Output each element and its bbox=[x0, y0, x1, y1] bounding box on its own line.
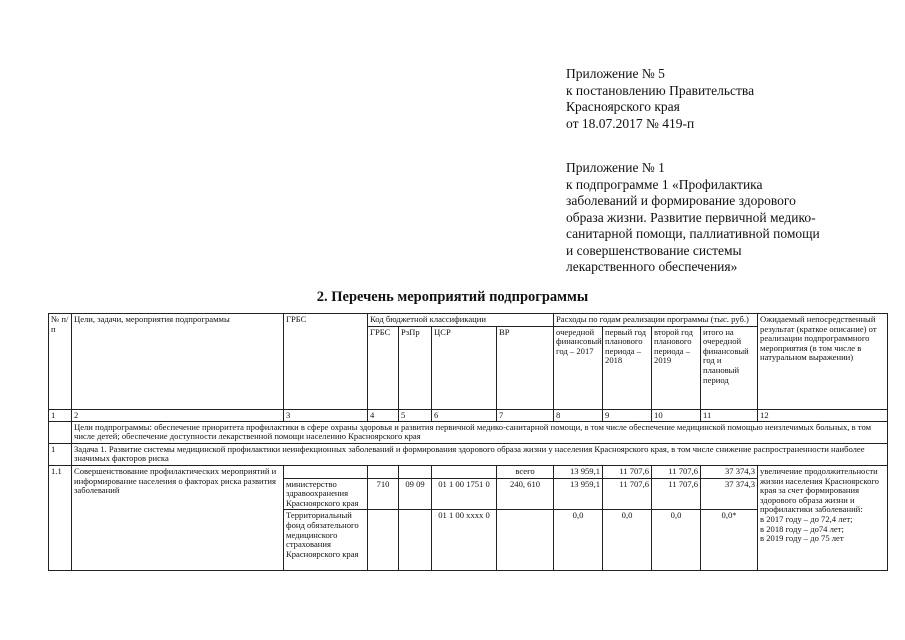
goal-text: Цели подпрограммы: обеспечение приоритета профилактики в сфере охраны здоровья и развития первичной медико-санитарной помощи, в том числе обеспечение медицинской помощью неизлечимых больных, в том числе детей; обеспечение доступности лекарственной помощи населению Красноярского края bbox=[72, 421, 888, 443]
result-line: увеличение продолжительности жизни населения Красноярского края за счет формирования здорового образа жизни и профилактики заболеваний: bbox=[760, 465, 879, 515]
result-line: в 2019 году – до 75 лет bbox=[760, 533, 844, 544]
task-text: Задача 1. Развитие системы медицинской профилактики неинфекционных заболеваний и формирования здорового образа жизни у населения Красноярского края, в том числе снижение распространенности наиболее значимых факторов риска bbox=[72, 443, 888, 465]
header-csr: ЦСР bbox=[432, 326, 497, 409]
result-line: в 2017 году – до 72,4 лет; bbox=[760, 513, 853, 524]
expected-result bbox=[758, 465, 888, 570]
appendix-1-block bbox=[566, 160, 820, 276]
header-year-2019: второй год планового периода – 2019 bbox=[652, 326, 701, 409]
column-number: 2 bbox=[72, 409, 284, 421]
rzpr-code: 09 09 bbox=[399, 478, 432, 510]
header-line: Красноярского края bbox=[566, 99, 680, 114]
header-rzpr: РзПр bbox=[399, 326, 432, 409]
total-sum: 37 374,3 bbox=[701, 465, 758, 478]
value-sum: 37 374,3 bbox=[701, 478, 758, 510]
activities-table bbox=[48, 313, 888, 571]
column-number: 5 bbox=[399, 409, 432, 421]
header-num: № п/п bbox=[49, 314, 72, 410]
column-number: 9 bbox=[603, 409, 652, 421]
value-2017: 13 959,1 bbox=[554, 478, 603, 510]
header-grbs-code: ГРБС bbox=[368, 326, 399, 409]
column-number: 6 bbox=[432, 409, 497, 421]
header-line: образа жизни. Развитие первичной медико- bbox=[566, 209, 816, 225]
column-number: 1 bbox=[49, 409, 72, 421]
column-number: 12 bbox=[758, 409, 888, 421]
column-number: 11 bbox=[701, 409, 758, 421]
header-line: к постановлению Правительства bbox=[566, 82, 755, 98]
document-header bbox=[566, 66, 820, 276]
header-line: и совершенствование системы bbox=[566, 242, 742, 258]
header-goals: Цели, задачи, мероприятия подпрограммы bbox=[72, 314, 284, 410]
task-row bbox=[49, 443, 888, 465]
value-2018: 0,0 bbox=[603, 510, 652, 571]
header-line: к подпрограмме 1 «Профилактика bbox=[566, 176, 763, 192]
value-2018: 11 707,6 bbox=[603, 478, 652, 510]
result-line: в 2018 году – до74 лет; bbox=[760, 523, 844, 534]
csr-code: 01 1 00 1751 0 bbox=[432, 478, 497, 510]
column-number: 3 bbox=[284, 409, 368, 421]
column-number: 8 bbox=[554, 409, 603, 421]
item-total-row bbox=[49, 465, 888, 478]
task-num: 1 bbox=[49, 443, 72, 465]
column-number: 7 bbox=[497, 409, 554, 421]
header-year-2018: первый год планового периода – 2018 bbox=[603, 326, 652, 409]
header-grbs: ГРБС bbox=[284, 314, 368, 410]
header-year-2017: очередной финансовый год – 2017 bbox=[554, 326, 603, 409]
item-num: 1.1 bbox=[49, 465, 72, 570]
header-line: заболеваний и формирование здорового bbox=[566, 193, 796, 208]
header-vr: ВР bbox=[497, 326, 554, 409]
grbs-name: Территориальный фонд обязательного медицинского страхования Красноярского края bbox=[284, 510, 368, 571]
header-line: лекарственного обеспечения» bbox=[566, 259, 738, 274]
grbs-name: министерство здравоохранения Красноярского края bbox=[284, 478, 368, 510]
csr-code: 01 1 00 хххх 0 bbox=[432, 510, 497, 571]
value-2019: 11 707,6 bbox=[652, 478, 701, 510]
header-line: Приложение № 5 bbox=[566, 66, 665, 81]
column-number: 4 bbox=[368, 409, 399, 421]
header-row bbox=[49, 314, 888, 327]
header-total: итого на очередной финансовый год и плановый период bbox=[701, 326, 758, 409]
header-line: санитарной помощи, паллиативной помощи bbox=[566, 226, 820, 241]
grbs-code: 710 bbox=[368, 478, 399, 510]
item-text: Совершенствование профилактических мероприятий и информирование населения о факторах риска развития заболеваний bbox=[72, 465, 284, 570]
column-number: 10 bbox=[652, 409, 701, 421]
page-title: 2. Перечень мероприятий подпрограммы bbox=[316, 289, 589, 305]
value-2017: 0,0 bbox=[554, 510, 603, 571]
header-expenses: Расходы по годам реализации программы (тыс. руб.) bbox=[554, 314, 758, 327]
header-budget-code: Код бюджетной классификации bbox=[368, 314, 554, 327]
header-line: от 18.07.2017 № 419-п bbox=[566, 115, 695, 131]
value-2019: 0,0 bbox=[652, 510, 701, 571]
vr-code: 240, 610 bbox=[497, 478, 554, 510]
goal-row bbox=[49, 421, 888, 443]
total-2019: 11 707,6 bbox=[652, 465, 701, 478]
header-result: Ожидаемый непосредственный результат (краткое описание) от реализации подпрограммного мероприятия (в том числе в натуральном выражении) bbox=[758, 314, 888, 410]
total-label: всего bbox=[497, 465, 554, 478]
total-2018: 11 707,6 bbox=[603, 465, 652, 478]
column-number-row bbox=[49, 409, 888, 421]
value-sum: 0,0* bbox=[701, 510, 758, 571]
appendix-5-block bbox=[566, 66, 820, 132]
total-2017: 13 959,1 bbox=[554, 465, 603, 478]
header-line: Приложение № 1 bbox=[566, 160, 665, 175]
